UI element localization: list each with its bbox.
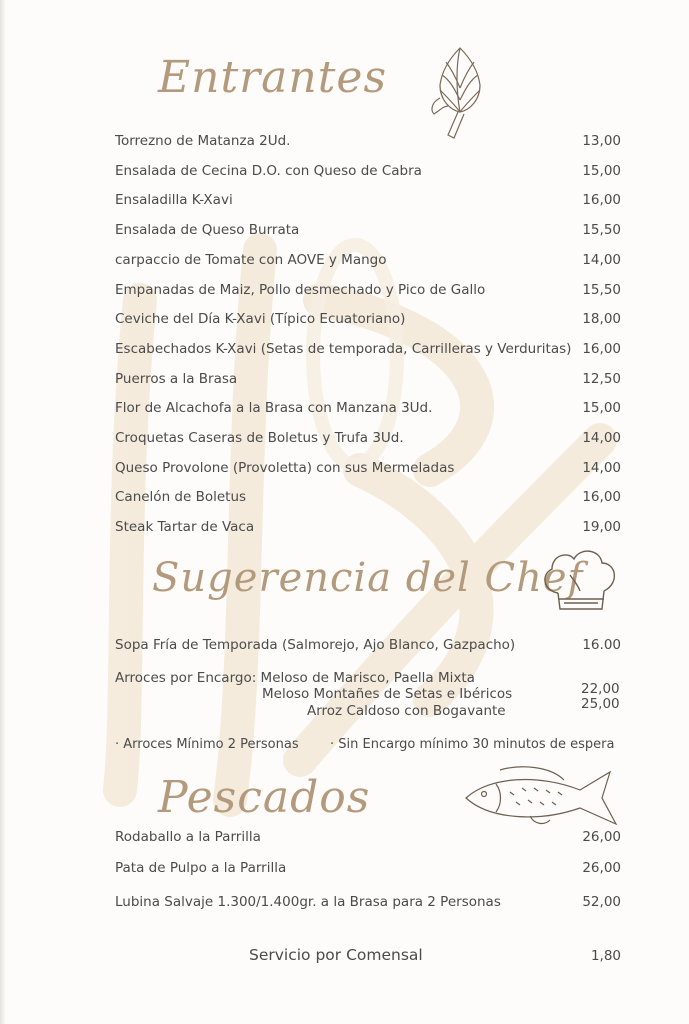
item-name: Rodaballo a la Parrilla [115, 829, 261, 845]
menu-item [115, 282, 621, 298]
menu-item [115, 430, 621, 446]
menu-item [115, 829, 621, 845]
item-name: Croquetas Caseras de Boletus y Trufa 3Ud. [115, 430, 404, 446]
item-price: 26,00 [582, 860, 621, 876]
item-price: 16,00 [582, 192, 621, 209]
item-price: 16,00 [582, 489, 621, 506]
item-name: Ensaladilla K-Xavi [115, 192, 233, 209]
arroces-line-3: Arroz Caldoso con Bogavante [307, 703, 506, 719]
section-title-entrantes: Entrantes [158, 52, 388, 103]
item-name: Ensalada de Cecina D.O. con Queso de Cabra [115, 162, 422, 179]
item-name: Ensalada de Queso Burrata [115, 222, 300, 239]
item-name: Canelón de Boletus [115, 489, 247, 506]
item-name: carpaccio de Tomate con AOVE y Mango [115, 251, 387, 268]
item-name: Empanadas de Maiz, Pollo desmechado y Pico de Gallo [115, 281, 486, 298]
fish-icon [460, 762, 630, 834]
servicio-price: 1,80 [590, 948, 621, 964]
item-name: Pata de Pulpo a la Parrilla [115, 860, 287, 876]
item-price: 15,50 [582, 222, 621, 239]
menu-item [115, 460, 621, 476]
item-price: 15,00 [582, 400, 621, 417]
menu-item [115, 133, 621, 149]
item-price: 26,00 [582, 829, 621, 845]
section-title-sugerencia: Sugerencia del Chef [152, 555, 584, 601]
menu-item [115, 894, 621, 910]
item-name: Flor de Alcachofa a la Brasa con Manzana 3Ud. [115, 400, 433, 417]
item-price: 16,00 [582, 340, 621, 357]
item-name: Escabechados K-Xavi (Setas de temporada, Carrilleras y Verduritas) [115, 340, 572, 357]
menu-item [115, 311, 621, 327]
item-name: Puerros a la Brasa [115, 370, 238, 387]
note-minimo: · Arroces Mínimo 2 Personas [115, 737, 299, 752]
item-price: 13,00 [582, 133, 621, 149]
chef-hat-icon [538, 545, 620, 617]
item-name: Sopa Fría de Temporada (Salmorejo, Ajo Blanco, Gazpacho) [115, 637, 516, 653]
item-price: 15,50 [582, 281, 621, 298]
item-price: 15,00 [582, 162, 621, 179]
item-price: 19,00 [582, 519, 621, 536]
servicio-label: Servicio por Comensal [249, 946, 423, 964]
item-price: 16.00 [582, 637, 621, 653]
arroces-line-2: Meloso Montañes de Setas e Ibéricos [262, 686, 513, 702]
menu-item-sopa [115, 637, 621, 653]
item-name: Steak Tartar de Vaca [115, 519, 255, 536]
item-price: 18,00 [582, 311, 621, 328]
item-price: 14,00 [582, 430, 621, 446]
item-price: 12,50 [582, 370, 621, 387]
menu-item [115, 489, 621, 505]
menu-item [115, 519, 621, 535]
menu-item [115, 860, 621, 876]
item-price: 52,00 [582, 894, 621, 910]
note-encargo: · Sin Encargo mínimo 30 minutos de espera [330, 737, 615, 752]
menu-item [115, 400, 621, 416]
arroces-price-1: 22,00 [581, 681, 620, 697]
menu-item [115, 192, 621, 208]
arroces-price-2: 25,00 [581, 696, 620, 712]
servicio-row [249, 946, 621, 964]
menu-item [115, 163, 621, 179]
menu-item [115, 371, 621, 387]
item-price: 14,00 [582, 459, 621, 476]
menu-item [115, 341, 621, 357]
arroces-line-1: Arroces por Encargo: Meloso de Marisco, Paella Mixta [115, 670, 475, 686]
item-name: Lubina Salvaje 1.300/1.400gr. a la Brasa para 2 Personas [115, 894, 501, 910]
page-edge [0, 0, 6, 1024]
item-name: Queso Provolone (Provoletta) con sus Mermeladas [115, 459, 455, 476]
item-price: 14,00 [582, 251, 621, 268]
item-name: Torrezno de Matanza 2Ud. [115, 133, 291, 149]
artichoke-icon [420, 40, 500, 145]
menu-item [115, 252, 621, 268]
menu-item [115, 222, 621, 238]
item-name: Ceviche del Día K-Xavi (Típico Ecuatoriano) [115, 311, 406, 328]
section-title-pescados: Pescados [158, 772, 371, 823]
